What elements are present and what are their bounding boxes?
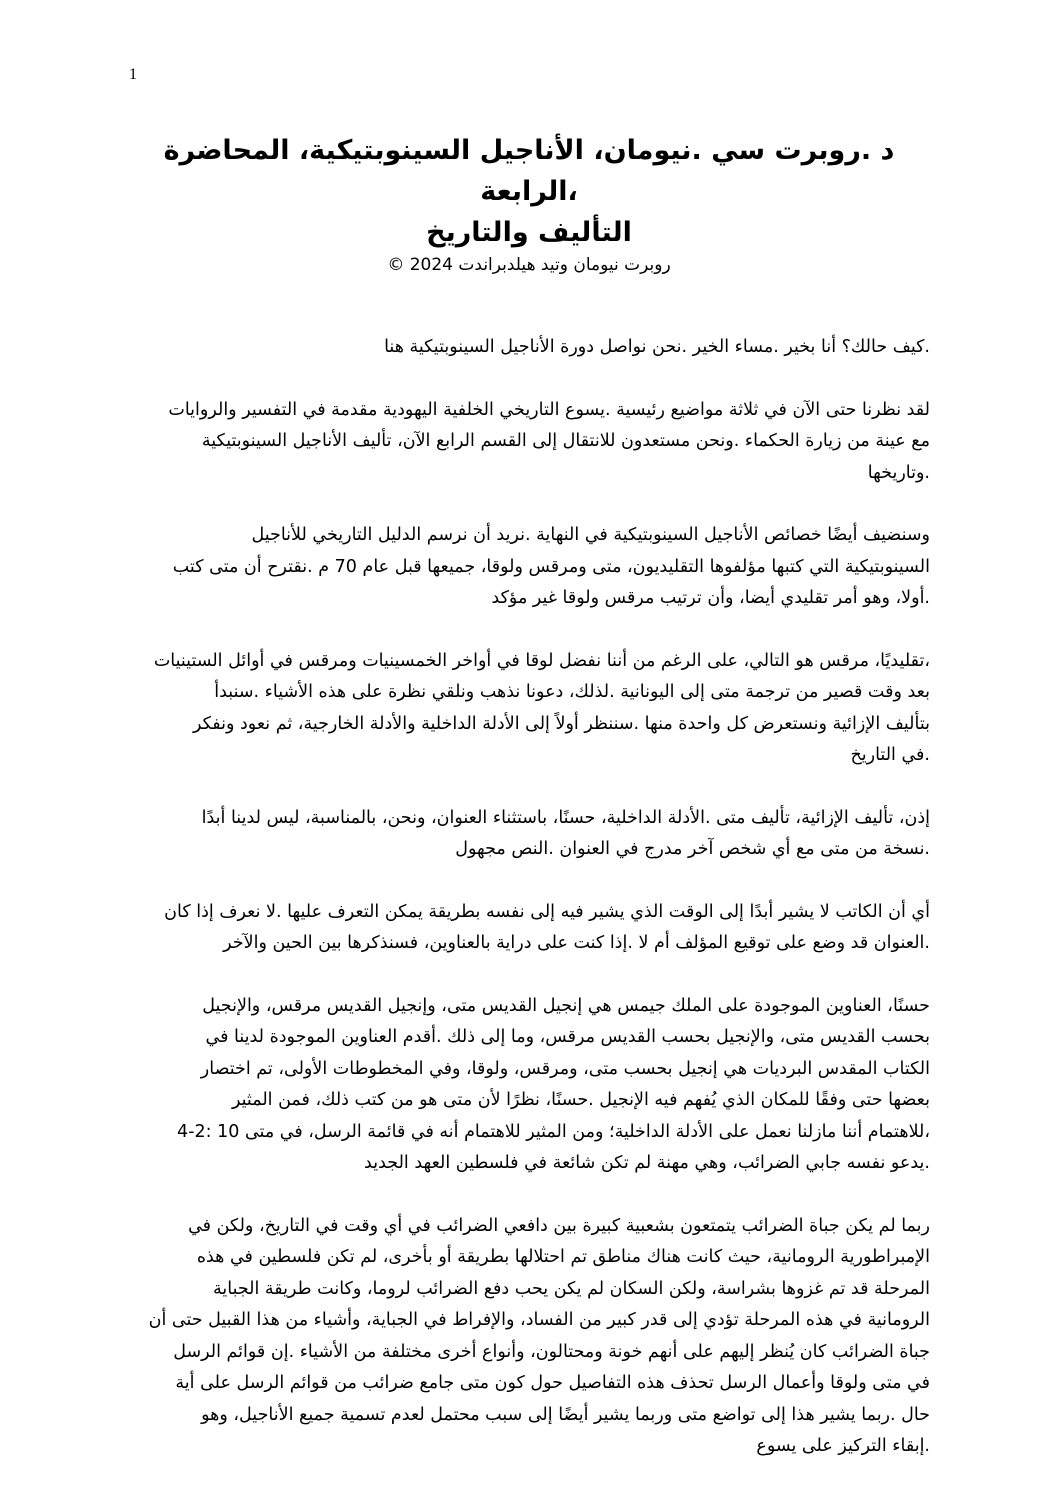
paragraph-2 (130, 395, 930, 490)
copyright-line: روبرت نيومان وتيد هيلدبراندت 2024 © (387, 255, 671, 275)
paragraph-6 (130, 897, 930, 960)
text-line: وسنضيف أيضًا خصائص الأناجيل السينوبتيكية في النهاية .نريد أن نرسم الدليل التاريخي للأناجيل (251, 525, 930, 545)
document-header (0, 130, 1058, 277)
text-line: مع عينة من زيارة الحكماء .ونحن مستعدون للانتقال إلى القسم الرابع الآن، تأليف الأناجيل السينوبتيكية (201, 431, 930, 451)
text-line: السينوبتيكية التي كتبها مؤلفوها التقليديون، متى ومرقس ولوقا، جميعها قبل عام 70 م .نقترح أن متى كتب (172, 556, 930, 577)
title-line-3: التأليف والتاريخ (426, 217, 632, 248)
paragraph-4 (130, 646, 930, 772)
text-line: بحسب القديس متى، والإنجيل بحسب القديس مرقس، وما إلى ذلك .أقدم العناوين الموجودة لدينا في (205, 1027, 930, 1047)
text-line: حسنًا، العناوين الموجودة على الملك جيمس هي إنجيل القديس متى، وإنجيل القديس مرقس، والإنجيل (202, 995, 930, 1016)
text-line: الإمبراطورية الرومانية، حيث كانت هناك مناطق تم احتلالها بطريقة أو بأخرى، لم تكن فلسطين في هذه (196, 1247, 930, 1267)
text-line: .العنوان قد وضع على توقيع المؤلف أم لا .إذا كنت على دراية بالعناوين، فسنذكرها بين الحين والآخر (223, 933, 930, 953)
text-line: جباة الضرائب كان يُنظر إليهم على أنهم خونة ومحتالون، وأنواع أخرى مختلفة من الأشياء .إن قوائم الرسل (173, 1341, 930, 1362)
paragraph-8 (130, 1211, 930, 1463)
text-line: .نسخة من متى مع أي شخص آخر مدرج في العنوان .النص مجهول (455, 839, 930, 859)
text-line: لقد نظرنا حتى الآن في ثلاثة مواضيع رئيسية .يسوع التاريخي الخلفية اليهودية مقدمة في التفسير والروايات (168, 399, 930, 420)
text-line: .في التاريخ (850, 745, 930, 765)
page-number: 1 (129, 66, 137, 83)
text-line: إذن، تأليف الإزائية، تأليف متى .الأدلة الداخلية، حسنًا، باستثناء العنوان، ونحن، بالمناسبة، ليس لدينا أبدًا (201, 807, 930, 828)
text-line: في متى ولوقا وأعمال الرسل تحذف هذه التفاصيل حول كون متى جامع ضرائب من قوائم الرسل على أية (175, 1373, 930, 1393)
title-line-2: ،الرابعة (480, 176, 578, 207)
text-line: المرحلة قد تم غزوها بشراسة، ولكن السكان لم يكن يحب دفع الضرائب لروما، وكانت طريقة الجباية (212, 1278, 930, 1299)
paragraph-5 (130, 803, 930, 866)
text-line: الكتاب المقدس البرديات هي إنجيل بحسب متى، ومرقس، ولوقا، وفي المخطوطات الأولى، تم اختصار (200, 1058, 930, 1079)
text-line: ،للاهتمام أننا مازلنا نعمل على الأدلة الداخلية؛ ومن المثير للاهتمام أنه في قائمة الرسل، في متى 10 :2-4 (177, 1121, 930, 1142)
text-line: بعد وقت قصير من ترجمة متى إلى اليونانية .لذلك، دعونا نذهب ونلقي نظرة على هذه الأشياء .سنبدأ (214, 682, 930, 702)
text-line: أي أن الكاتب لا يشير أبدًا إلى الوقت الذي يشير فيه إلى نفسه بطريقة يمكن التعرف عليها .لا نعرف إذا كان (164, 901, 930, 922)
text-line: .وتاريخها (867, 462, 930, 483)
text-line: .كيف حالك؟ أنا بخير .مساء الخير .نحن نواصل دورة الأناجيل السينوبتيكية هنا (384, 337, 930, 357)
text-line: حال .ربما يشير هذا إلى تواضع متى وربما يشير أيضًا إلى سبب محتمل لعدم تسمية جميع الأناجيل، وهو (201, 1404, 930, 1425)
text-line: .إبقاء التركيز على يسوع (756, 1436, 930, 1456)
text-line: .يدعو نفسه جابي الضرائب، وهي مهنة لم تكن شائعة في فلسطين العهد الجديد (364, 1153, 930, 1173)
text-line: .أولا، وهو أمر تقليدي أيضا، وأن ترتيب مرقس ولوقا غير مؤكد (491, 588, 930, 608)
text-line: بعضها حتى وفقًا للمكان الذي يُفهم فيه الإنجيل .حسنًا، نظرًا لأن متى هو من كتب ذلك، فمن المثير (231, 1090, 930, 1110)
text-line: الرومانية في هذه المرحلة تؤدي إلى قدر كبير من الفساد، والإفراط في الجباية، وأشياء من هذا القبيل حتى أن (148, 1310, 930, 1330)
paragraph-3 (130, 520, 930, 615)
paragraph-7 (130, 991, 930, 1180)
text-line: ،تقليديًا، مرقس هو التالي، على الرغم من أننا نفضل لوقا في أواخر الخمسينيات ومرقس في أوائل الستينيات (153, 650, 930, 671)
document-body (130, 332, 930, 1494)
title-line-1: د .روبرت سي .نيومان، الأناجيل السينوبتيكية، المحاضرة (163, 135, 895, 166)
text-line: ربما لم يكن جباة الضرائب يتمتعون بشعبية كبيرة بين دافعي الضرائب في أي وقت في التاريخ، ولكن في (188, 1215, 930, 1236)
paragraph-1 (130, 332, 930, 364)
text-line: بتأليف الإزائية ونستعرض كل واحدة منها .سننظر أولاً إلى الأدلة الداخلية والأدلة الخارجية، ثم نعود ونفكر (192, 713, 930, 734)
